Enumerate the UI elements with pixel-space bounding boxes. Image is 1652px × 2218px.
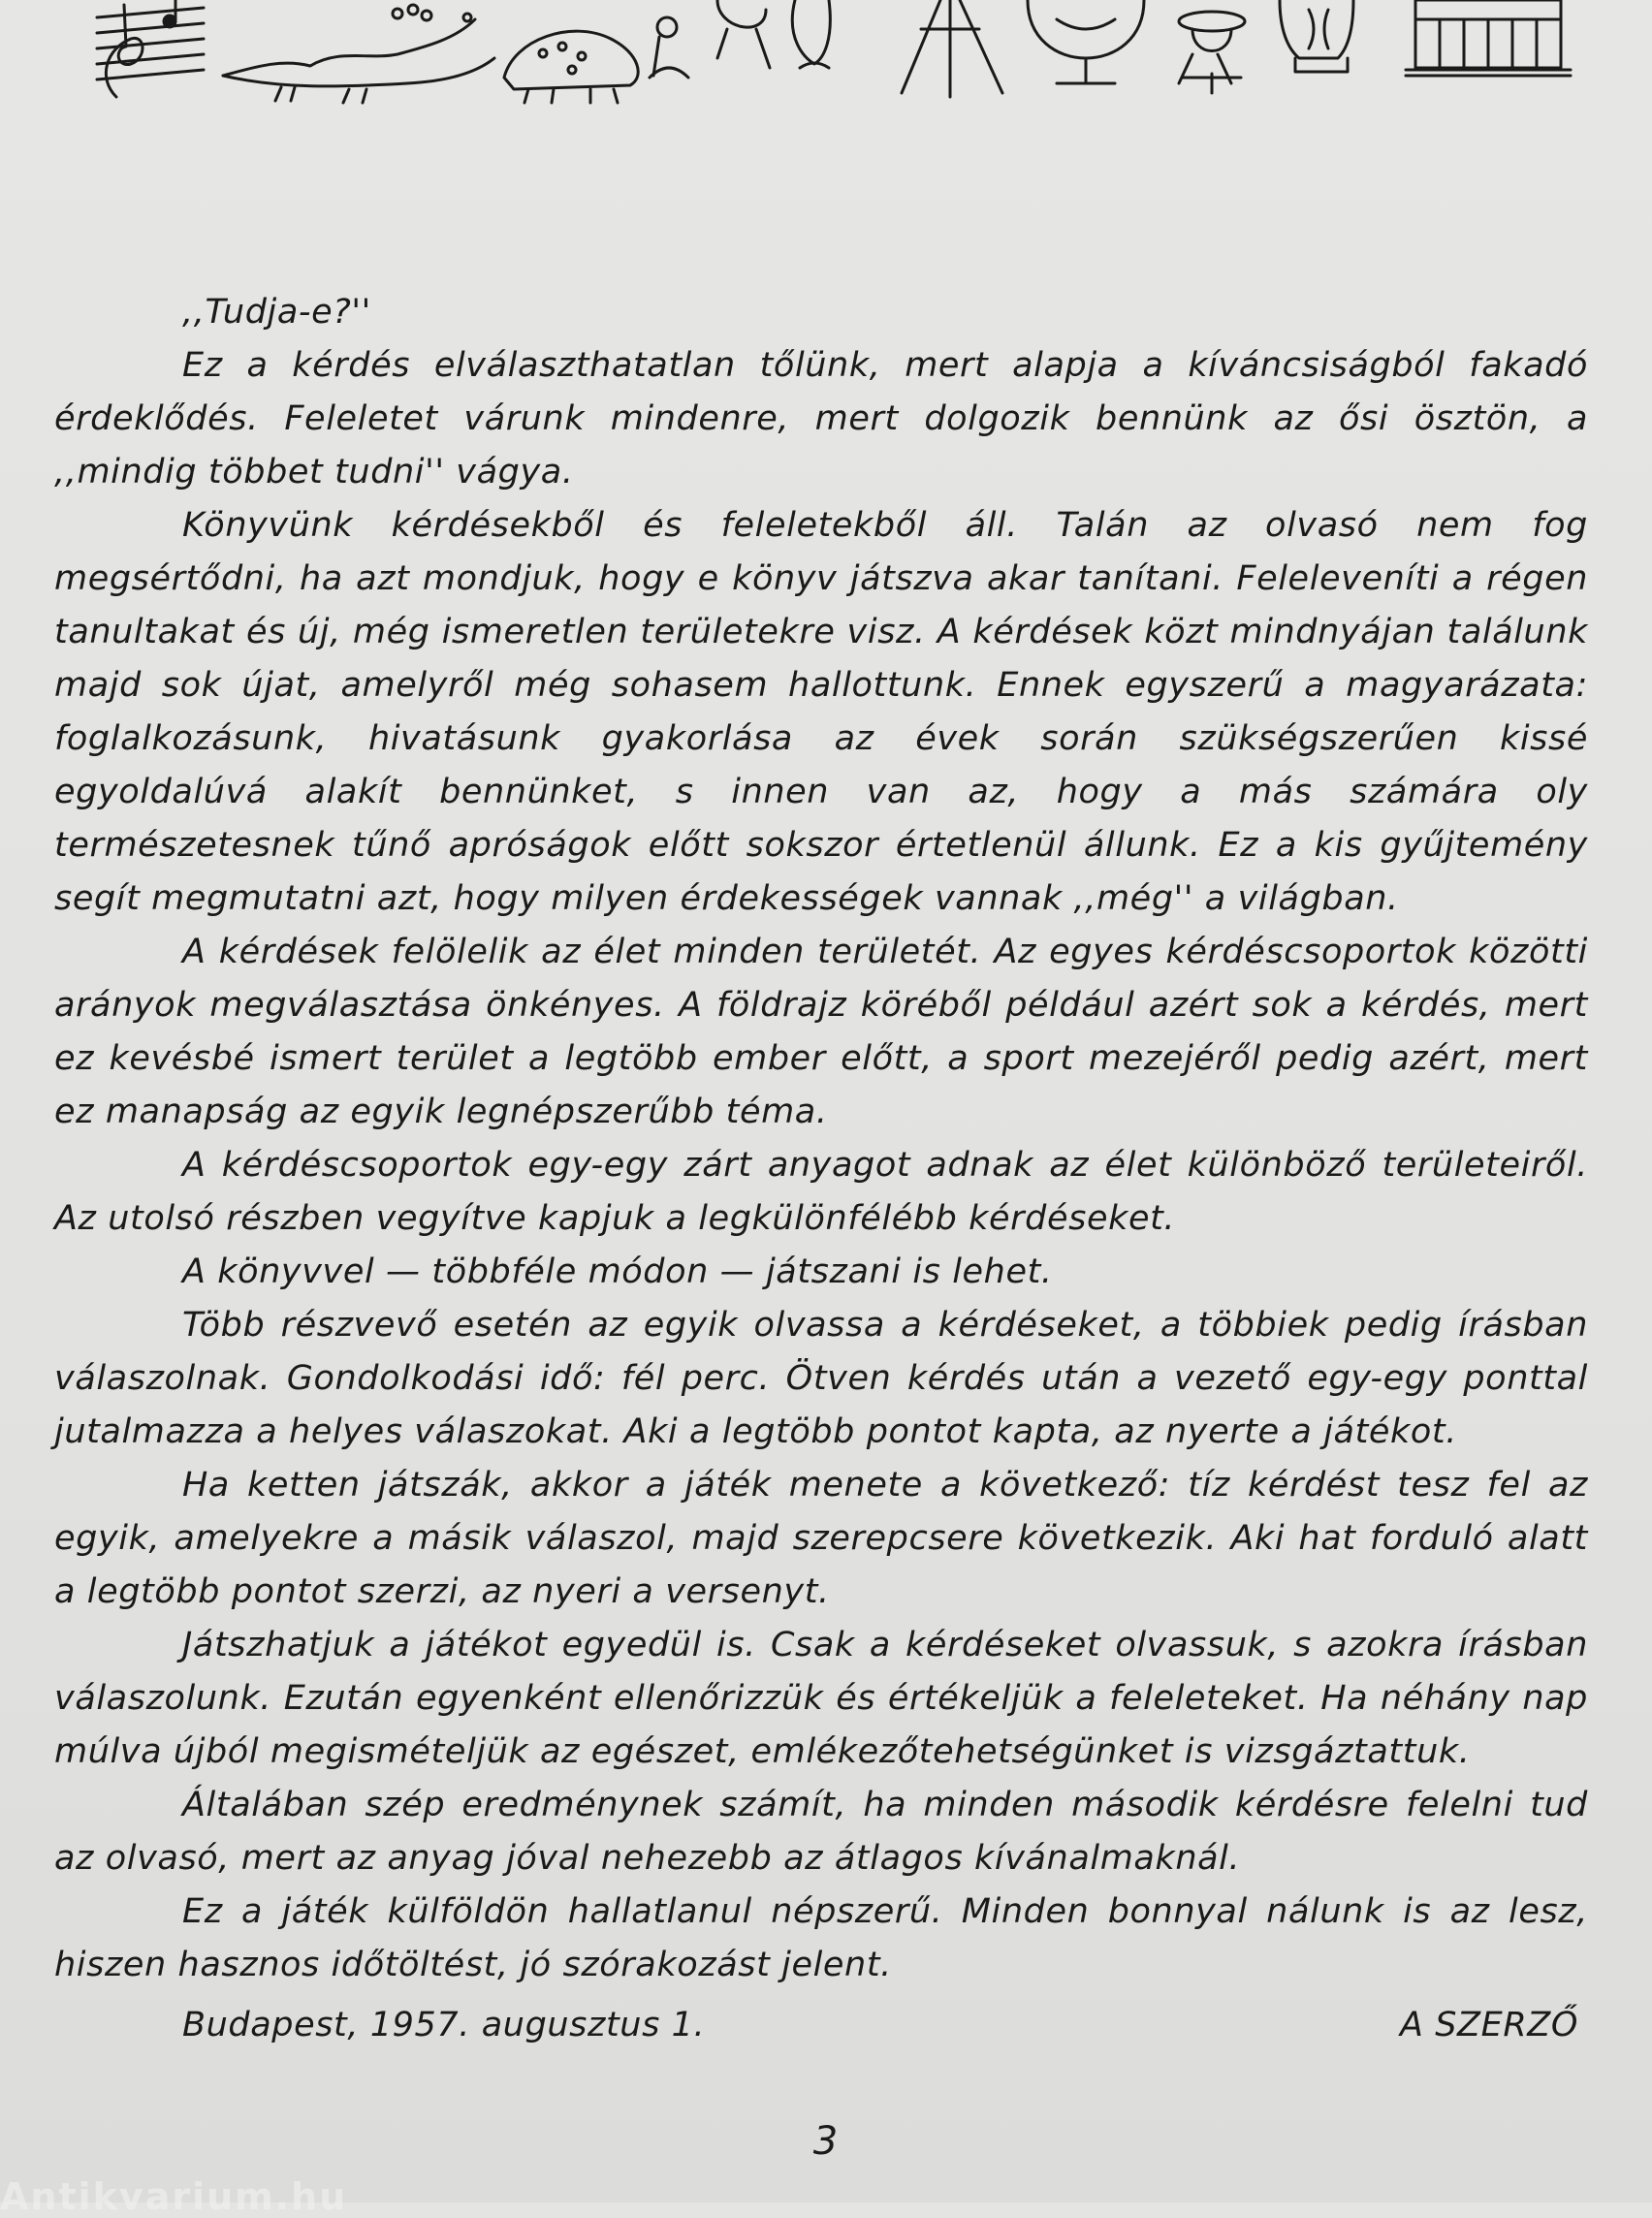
turtle-icon bbox=[504, 17, 688, 103]
preface-text bbox=[54, 286, 1588, 1992]
author-signature: A SZERZŐ bbox=[1399, 2006, 1578, 2044]
person-figure-icon bbox=[717, 0, 770, 68]
paragraph: Ez a játék külföldön hallatlanul népszerű. Minden bonnyal nálunk is az lesz, hiszen hasznos időtöltést, jó szórakozást jelent. bbox=[54, 1892, 1588, 1984]
paragraph: A kérdések felölelik az élet minden területét. Az egyes kérdéscsoportok közötti arányok megválasztása önkényes. A földrajz köréből például azért sok a kérdés, mert ez kevésbé ismert terület a legtöbb ember előtt, a sport mezejéről pedig azért, mert ez manapság az egyik legnépszerűbb téma. bbox=[54, 933, 1588, 1131]
music-staff-icon bbox=[97, 0, 204, 97]
page-number: 3 bbox=[812, 2119, 840, 2164]
paragraph: Játszhatjuk a játékot egyedül is. Csak a kérdéseket olvassuk, s azokra írásban válaszolunk. Ezután egyenként ellenőrizzük és értékeljük a feleleteket. Ha néhány nap múlva újból megismételjük az egészet, emlékezőtehetségünket is vizsgáztattuk. bbox=[54, 1626, 1588, 1771]
globe-icon bbox=[1028, 0, 1144, 83]
statue-icon bbox=[1280, 0, 1353, 72]
tripod-icon bbox=[902, 0, 1002, 97]
paragraph: A kérdéscsoportok egy-egy zárt anyagot adnak az élet különböző területeiről. Az utolsó részben vegyítve kapjuk a legkülönfélébb kérdéseket. bbox=[54, 1146, 1588, 1238]
piano-icon bbox=[1406, 0, 1571, 76]
vase-icon bbox=[792, 0, 830, 68]
paragraph: ,,Tudja-e?'' bbox=[182, 293, 371, 332]
paragraph: Könyvünk kérdésekből és feleletekből áll. Talán az olvasó nem fog megsértődni, ha azt mondjuk, hogy e könyv játszva akar tanítani. Feleleveníti a régen tanultakat és új, még ismeretlen területekre visz. A kérdések közt mindnyájan találunk majd sok újat, amelyről még sohasem hallottunk. Ennek egyszerű a magyarázata: foglalkozásunk, hivatásunk gyakorlása az évek során szükségszerűen kissé egyoldalúvá alakít bennünket, s innen van az, hogy a más számára oly természetesnek tűnő apróságok előtt sokszor értetlenül állunk. Ez a kis gyűjtemény segít megmutatni azt, hogy milyen érdekességek vannak ,,még'' a világban. bbox=[54, 506, 1588, 918]
paragraph: Ha ketten játszák, akkor a játék menete a következő: tíz kérdést tesz fel az egyik, amelyekre a másik válaszol, majd szerepcsere következik. Aki hat forduló alatt a legtöbb pontot szerzi, az nyeri a versenyt. bbox=[54, 1466, 1588, 1611]
crocodile-icon bbox=[223, 5, 494, 103]
stool-icon bbox=[1179, 12, 1245, 93]
signature-line bbox=[182, 1999, 1578, 2052]
paragraph: Több részvevő esetén az egyik olvassa a kérdéseket, a többiek pedig írásban válaszolnak. Gondolkodási idő: fél perc. Ötven kérdés után a vezető egy-egy ponttal jutalmazza a helyes válaszokat. Aki a legtöbb pontot kapta, az nyerte a játékot. bbox=[54, 1306, 1588, 1451]
watermark: Antikvarium.hu bbox=[0, 2175, 348, 2218]
paragraph: Általában szép eredménynek számít, ha minden második kérdésre felelni tud az olvasó, mert az anyag jóval nehezebb az átlagos kívánalmaknál. bbox=[54, 1786, 1588, 1878]
place-date: Budapest, 1957. augusztus 1. bbox=[182, 2006, 706, 2044]
decorative-header-illustration bbox=[87, 0, 1580, 116]
paragraph: Ez a kérdés elválaszthatatlan tőlünk, mert alapja a kíváncsiságból fakadó érdeklődés. Feleletet várunk mindenre, mert dolgozik bennünk az ősi ösztön, a ,,mindig többet tudni'' vágya. bbox=[54, 346, 1588, 491]
paragraph: A könyvvel — többféle módon — játszani is lehet. bbox=[182, 1252, 1053, 1291]
